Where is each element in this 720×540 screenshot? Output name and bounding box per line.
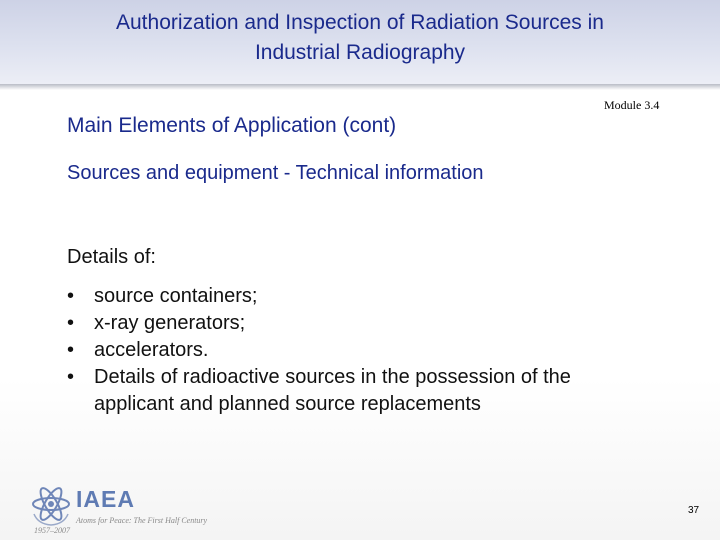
bullet-marker: • [67,285,75,307]
logo-tagline: Atoms for Peace: The First Half Century [76,516,208,525]
bullet-text-line-2: applicant and planned source replacements [94,393,481,415]
bullet-text: accelerators. [94,339,209,361]
bullet-list [67,283,667,418]
slide-title-line-2: Industrial Radiography [254,41,466,64]
subtitle: Main Elements of Application (cont) [67,114,397,137]
bullet-item [67,337,667,364]
atom-emblem-icon [28,484,74,528]
slide-title-line-1: Authorization and Inspection of Radiation Sources in [116,11,604,34]
section-heading: Sources and equipment - Technical information [67,162,484,184]
slide-title [30,8,690,68]
page-number: 37 [688,505,700,516]
bullet-item [67,364,667,418]
bullet-marker: • [67,312,75,334]
module-label: Module 3.4 [604,98,660,112]
iaea-logo [28,484,228,536]
details-label: Details of: [67,246,156,268]
title-bar-shadow [0,84,720,90]
bullet-marker: • [67,339,75,361]
logo-years: 1957–2007 [34,526,70,535]
iaea-logo-text: IAEA [76,486,135,512]
bullet-text: x-ray generators; [94,312,246,334]
bullet-text-line-1: Details of radioactive sources in the possession of the [94,366,571,388]
bullet-item [67,310,667,337]
title-bar [0,0,720,84]
bullet-text: source containers; [94,285,258,307]
bullet-item [67,283,667,310]
bullet-marker: • [67,366,75,388]
